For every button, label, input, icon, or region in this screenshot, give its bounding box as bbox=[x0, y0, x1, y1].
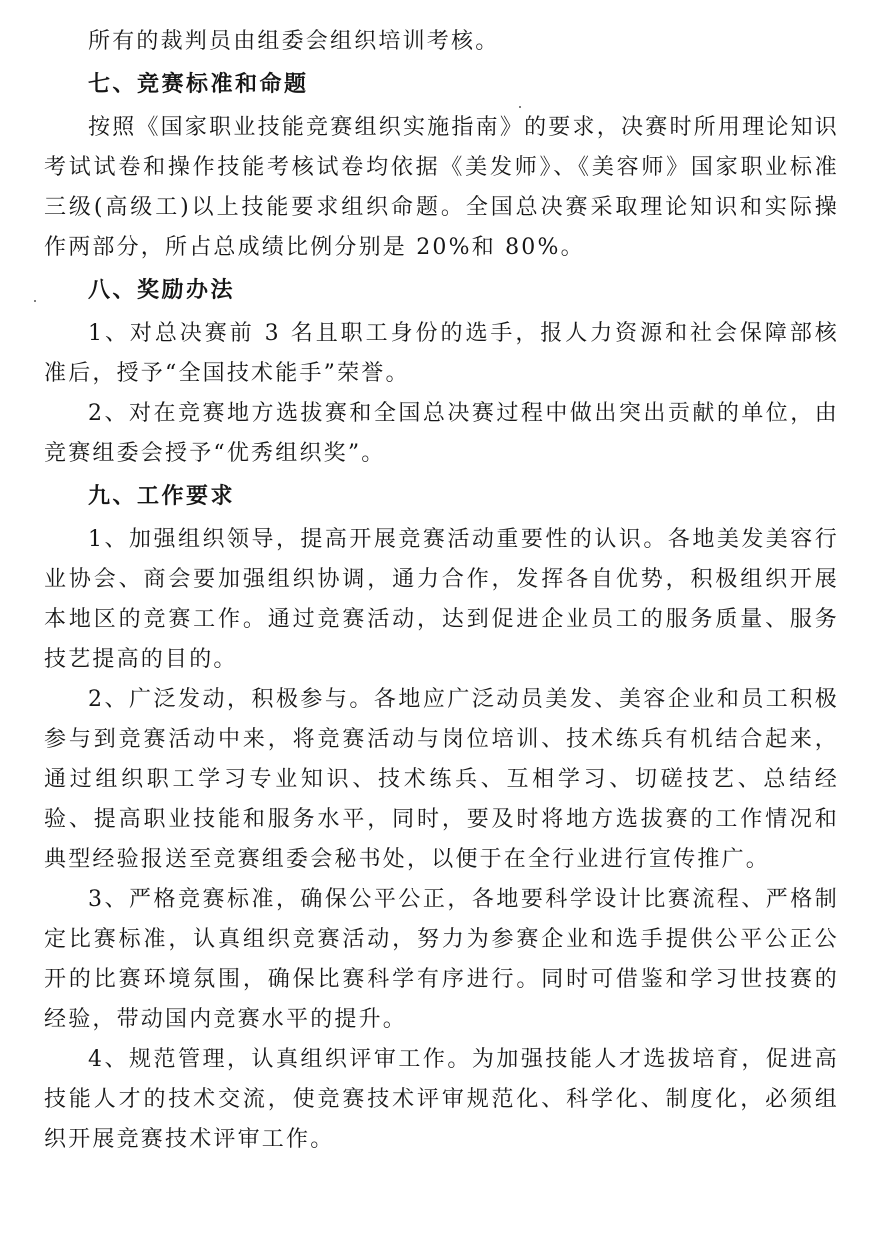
section-7-paragraph-1: 按照《国家职业技能竞赛组织实施指南》的要求，决赛时所用理论知识考试试卷和操作技能考核试卷均依据《美发师》、《美容师》国家职业标准三级(高级工)以上技能要求组织命题。全国总决赛采取理论知识和实际操作两部分，所占总成绩比例分别是 20%和 80%。 bbox=[44, 115, 839, 260]
section-8-heading: 八、奖励办法 bbox=[88, 278, 236, 303]
section-9-paragraph-1: 1、加强组织领导，提高开展竞赛活动重要性的认识。各地美发美容行业协会、商会要加强组织协调，通力合作，发挥各自优势，积极组织开展本地区的竞赛工作。通过竞赛活动，达到促进企业员工的服务质量、服务技艺提高的目的。 bbox=[44, 527, 839, 672]
section-8-paragraph-1: 1、对总决赛前 3 名且职工身份的选手，报人力资源和社会保障部核准后，授予“全国技术能手”荣誉。 bbox=[44, 321, 839, 386]
section-8-paragraph-2: 2、对在竞赛地方选拔赛和全国总决赛过程中做出突出贡献的单位，由竞赛组委会授予“优秀组织奖”。 bbox=[44, 401, 839, 466]
section-9-heading: 九、工作要求 bbox=[88, 484, 236, 509]
document-body bbox=[44, 22, 839, 1160]
section-9-paragraph-3: 3、严格竞赛标准，确保公平公正，各地要科学设计比赛流程、严格制定比赛标准，认真组织竞赛活动，努力为参赛企业和选手提供公平公正公开的比赛环境氛围，确保比赛科学有序进行。同时可借鉴和学习世技赛的经验，带动国内竞赛水平的提升。 bbox=[44, 887, 839, 1032]
section-7-heading: 七、竞赛标准和命题 bbox=[88, 72, 309, 97]
section-9-paragraph-2: 2、广泛发动，积极参与。各地应广泛动员美发、美容企业和员工积极参与到竞赛活动中来，将竞赛活动与岗位培训、技术练兵有机结合起来，通过组织职工学习专业知识、技术练兵、互相学习、切磋技艺、总结经验、提高职业技能和服务水平，同时，要及时将地方选拔赛的工作情况和典型经验报送至竞赛组委会秘书处，以便于在全行业进行宣传推广。 bbox=[44, 687, 839, 872]
section-9-paragraph-4: 4、规范管理，认真组织评审工作。为加强技能人才选拔培育，促进高技能人才的技术交流，使竞赛技术评审规范化、科学化、制度化，必须组织开展竞赛技术评审工作。 bbox=[44, 1047, 839, 1152]
intro-paragraph: 所有的裁判员由组委会组织培训考核。 bbox=[88, 29, 500, 54]
scan-speck bbox=[34, 300, 36, 302]
